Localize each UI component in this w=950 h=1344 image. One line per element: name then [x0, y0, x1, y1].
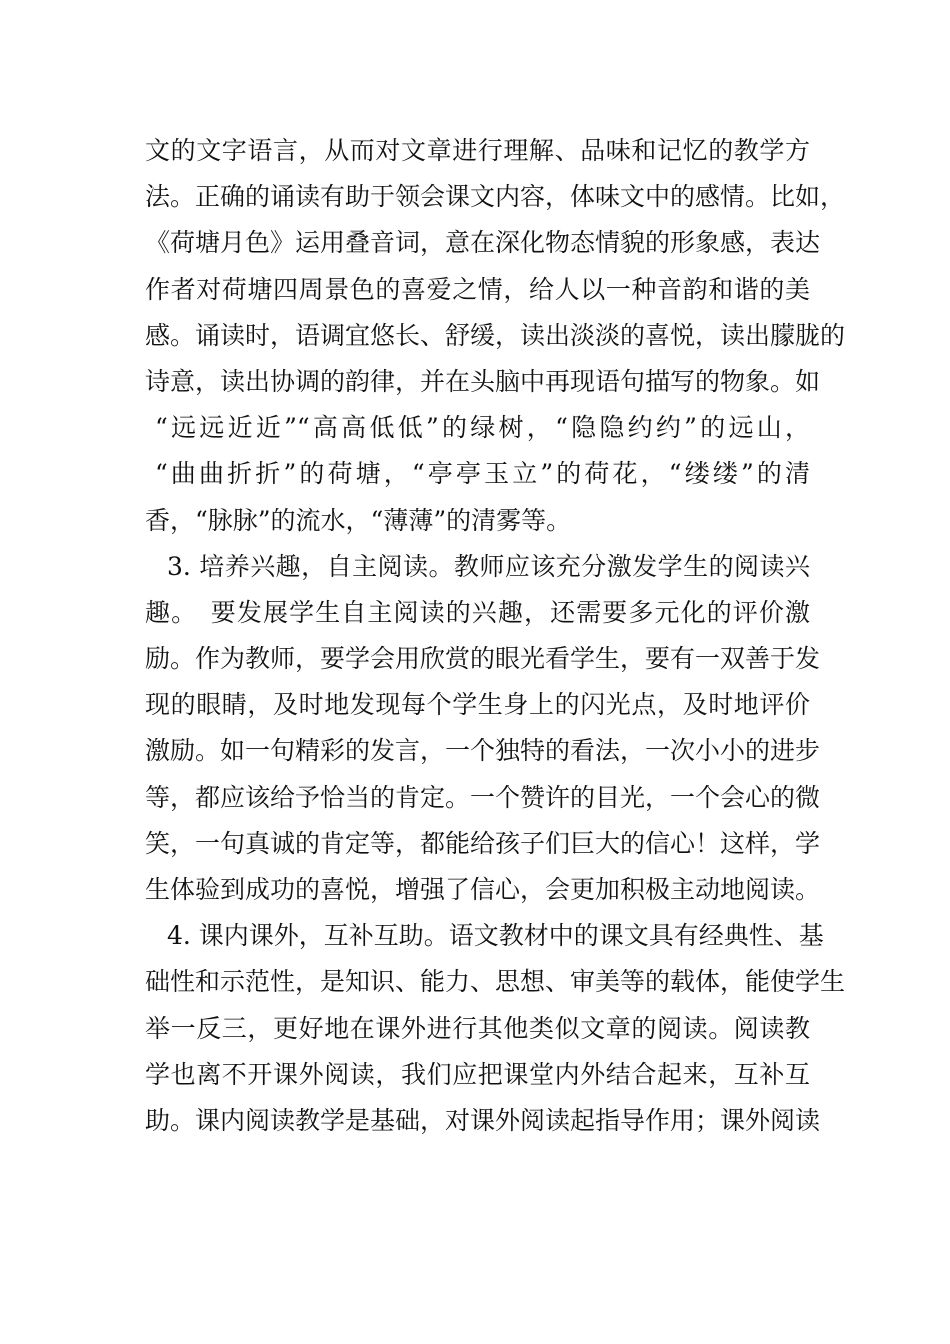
text-line: 励。作为教师，要学会用欣赏的眼光看学生，要有一双善于发 — [145, 644, 821, 674]
text-line: 趣。 要发展学生自主阅读的兴趣，还需要多元化的评价激 — [145, 597, 810, 627]
text-line: 《荷塘月色》运用叠音词，意在深化物态情貌的形象感，表达 — [145, 228, 821, 258]
text-line: 作者对荷塘四周景色的喜爱之情，给人以一种音韵和谐的美 — [145, 274, 810, 304]
body-text — [145, 128, 846, 1144]
text-line: 诗意，读出协调的韵律，并在头脑中再现语句描写的物象。如 — [145, 366, 821, 396]
text-line: 激励。如一句精彩的发言，一个独特的看法，一次小小的进步 — [145, 736, 821, 766]
text-line: 文的文字语言，从而对文章进行理解、品味和记忆的教学方 — [145, 136, 810, 165]
text-line: 础性和示范性，是知识、能力、思想、审美等的载体，能使学生 — [145, 967, 846, 997]
text-line: 等，都应该给予恰当的肯定。一个赞许的目光，一个会心的微 — [145, 782, 821, 812]
text-line: 助。课内阅读教学是基础，对课外阅读起指导作用；课外阅读 — [145, 1105, 821, 1135]
text-line: “远远近近”“高高低低”的绿树，“隐隐约约”的远山， — [155, 413, 810, 443]
text-line: 感。诵读时，语调宜悠长、舒缓，读出淡淡的喜悦，读出朦胧的 — [145, 320, 846, 350]
text-line: 笑，一句真诚的肯定等，都能给孩子们巨大的信心！这样，学 — [145, 828, 821, 858]
text-line: 现的眼睛，及时地发现每个学生身上的闪光点，及时地评价 — [145, 690, 810, 720]
text-line: “曲曲折折”的荷塘，“亭亭玉立”的荷花，“缕缕”的清 — [155, 459, 810, 489]
text-line: 学也离不开课外阅读，我们应把课堂内外结合起来，互补互 — [145, 1059, 810, 1089]
paragraph-start-line: 4. 课内课外，互补互助。语文教材中的课文具有经典性、基 — [167, 921, 824, 951]
text-line: 香，“脉脉”的流水，“薄薄”的清雾等。 — [145, 505, 572, 535]
text-line: 举一反三，更好地在课外进行其他类似文章的阅读。阅读教 — [145, 1013, 810, 1043]
text-line: 法。正确的诵读有助于领会课文内容，体味文中的感情。比如， — [145, 182, 846, 212]
text-line: 生体验到成功的喜悦，增强了信心，会更加积极主动地阅读。 — [145, 875, 821, 904]
paragraph-start-line: 3. 培养兴趣，自主阅读。教师应该充分激发学生的阅读兴 — [167, 551, 810, 581]
